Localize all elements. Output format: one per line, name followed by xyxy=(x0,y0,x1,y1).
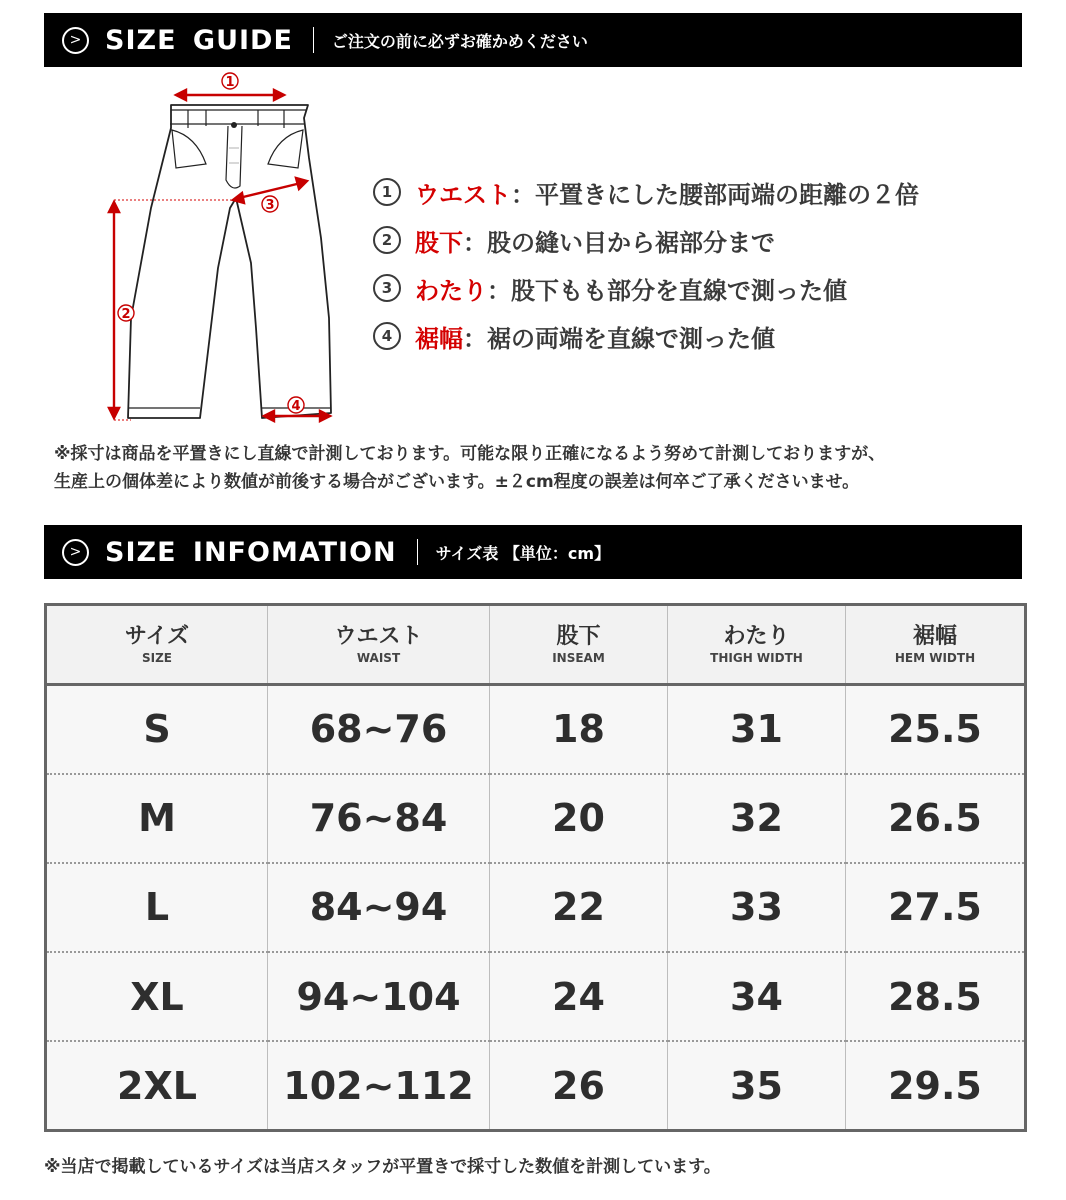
table-cell: 24 xyxy=(490,952,668,1041)
table-cell: L xyxy=(46,863,268,952)
table-cell: 22 xyxy=(490,863,668,952)
size-info-title: SIZE INFOMATION xyxy=(105,536,397,568)
table-cell: 18 xyxy=(490,685,668,774)
legend-row-thigh xyxy=(373,264,919,312)
table-cell: 26 xyxy=(490,1041,668,1130)
table-cell: 33 xyxy=(668,863,846,952)
size-footnote: ※当店で掲載しているサイズは当店スタッフが平置きで採寸した数値を計測しています。 xyxy=(44,1157,721,1177)
legend-number: 4 xyxy=(373,322,401,350)
table-row xyxy=(46,952,1026,1041)
note-line-1: ※採寸は商品を平置きにし直線で計測しております。可能な限り正確になるよう努めて計測しておりますが、 xyxy=(54,444,886,464)
table-header-row xyxy=(46,605,1026,685)
table-cell: 68~76 xyxy=(268,685,490,774)
size-table xyxy=(44,603,1027,1132)
legend-desc: ：股の縫い目から裾部分まで xyxy=(463,228,775,257)
table-cell: 32 xyxy=(668,774,846,863)
legend-key: ウエスト xyxy=(415,180,511,209)
legend-desc: ：平置きにした腰部両端の距離の２倍 xyxy=(511,180,919,209)
table-row xyxy=(46,863,1026,952)
legend-number: 1 xyxy=(373,178,401,206)
table-cell: 102~112 xyxy=(268,1041,490,1130)
table-cell: 84~94 xyxy=(268,863,490,952)
legend-row-inseam xyxy=(373,216,919,264)
table-row xyxy=(46,1041,1026,1130)
legend-desc: ：裾の両端を直線で測った値 xyxy=(463,324,775,353)
marker-4: 4 xyxy=(291,399,301,414)
legend-desc: ：股下もも部分を直線で測った値 xyxy=(487,276,847,305)
column-header: 裾幅 HEM WIDTH xyxy=(846,605,1026,685)
table-cell: 31 xyxy=(668,685,846,774)
table-row xyxy=(46,774,1026,863)
column-header: 股下 INSEAM xyxy=(490,605,668,685)
table-cell: 94~104 xyxy=(268,952,490,1041)
button-icon xyxy=(231,122,237,128)
header-divider xyxy=(417,539,418,565)
legend-key: 股下 xyxy=(415,228,463,257)
header-divider xyxy=(313,27,314,53)
table-cell: 2XL xyxy=(46,1041,268,1130)
note-line-2: 生産上の個体差により数値が前後する場合がございます。±２cm程度の誤差は何卒ご了承くださいませ。 xyxy=(54,472,860,492)
table-cell: 76~84 xyxy=(268,774,490,863)
table-cell: M xyxy=(46,774,268,863)
column-header: ウエスト WAIST xyxy=(268,605,490,685)
size-guide-title: SIZE GUIDE xyxy=(105,24,293,56)
table-cell: 35 xyxy=(668,1041,846,1130)
measurement-note xyxy=(54,440,1024,496)
measurement-legend xyxy=(373,168,919,360)
pants-diagram xyxy=(96,68,346,438)
marker-3: 3 xyxy=(265,198,275,213)
marker-1: 1 xyxy=(225,75,235,90)
table-cell: 29.5 xyxy=(846,1041,1026,1130)
table-cell: 34 xyxy=(668,952,846,1041)
legend-row-hem xyxy=(373,312,919,360)
table-cell: XL xyxy=(46,952,268,1041)
table-cell: 25.5 xyxy=(846,685,1026,774)
legend-number: 2 xyxy=(373,226,401,254)
legend-row-waist xyxy=(373,168,919,216)
chevron-right-circle-icon: > xyxy=(62,27,89,54)
table-cell: 27.5 xyxy=(846,863,1026,952)
chevron-right-circle-icon: > xyxy=(62,539,89,566)
column-header: サイズ SIZE xyxy=(46,605,268,685)
legend-number: 3 xyxy=(373,274,401,302)
size-guide-header xyxy=(44,13,1022,67)
size-info-subtitle: サイズ表 【単位：cm】 xyxy=(435,543,611,563)
marker-2: 2 xyxy=(121,307,131,322)
size-guide-subtitle: ご注文の前に必ずお確かめください xyxy=(331,31,588,51)
table-cell: S xyxy=(46,685,268,774)
size-info-header xyxy=(44,525,1022,579)
legend-key: 裾幅 xyxy=(415,324,463,353)
table-cell: 26.5 xyxy=(846,774,1026,863)
table-row xyxy=(46,685,1026,774)
table-cell: 28.5 xyxy=(846,952,1026,1041)
table-cell: 20 xyxy=(490,774,668,863)
column-header: わたり THIGH WIDTH xyxy=(668,605,846,685)
legend-key: わたり xyxy=(415,276,487,305)
